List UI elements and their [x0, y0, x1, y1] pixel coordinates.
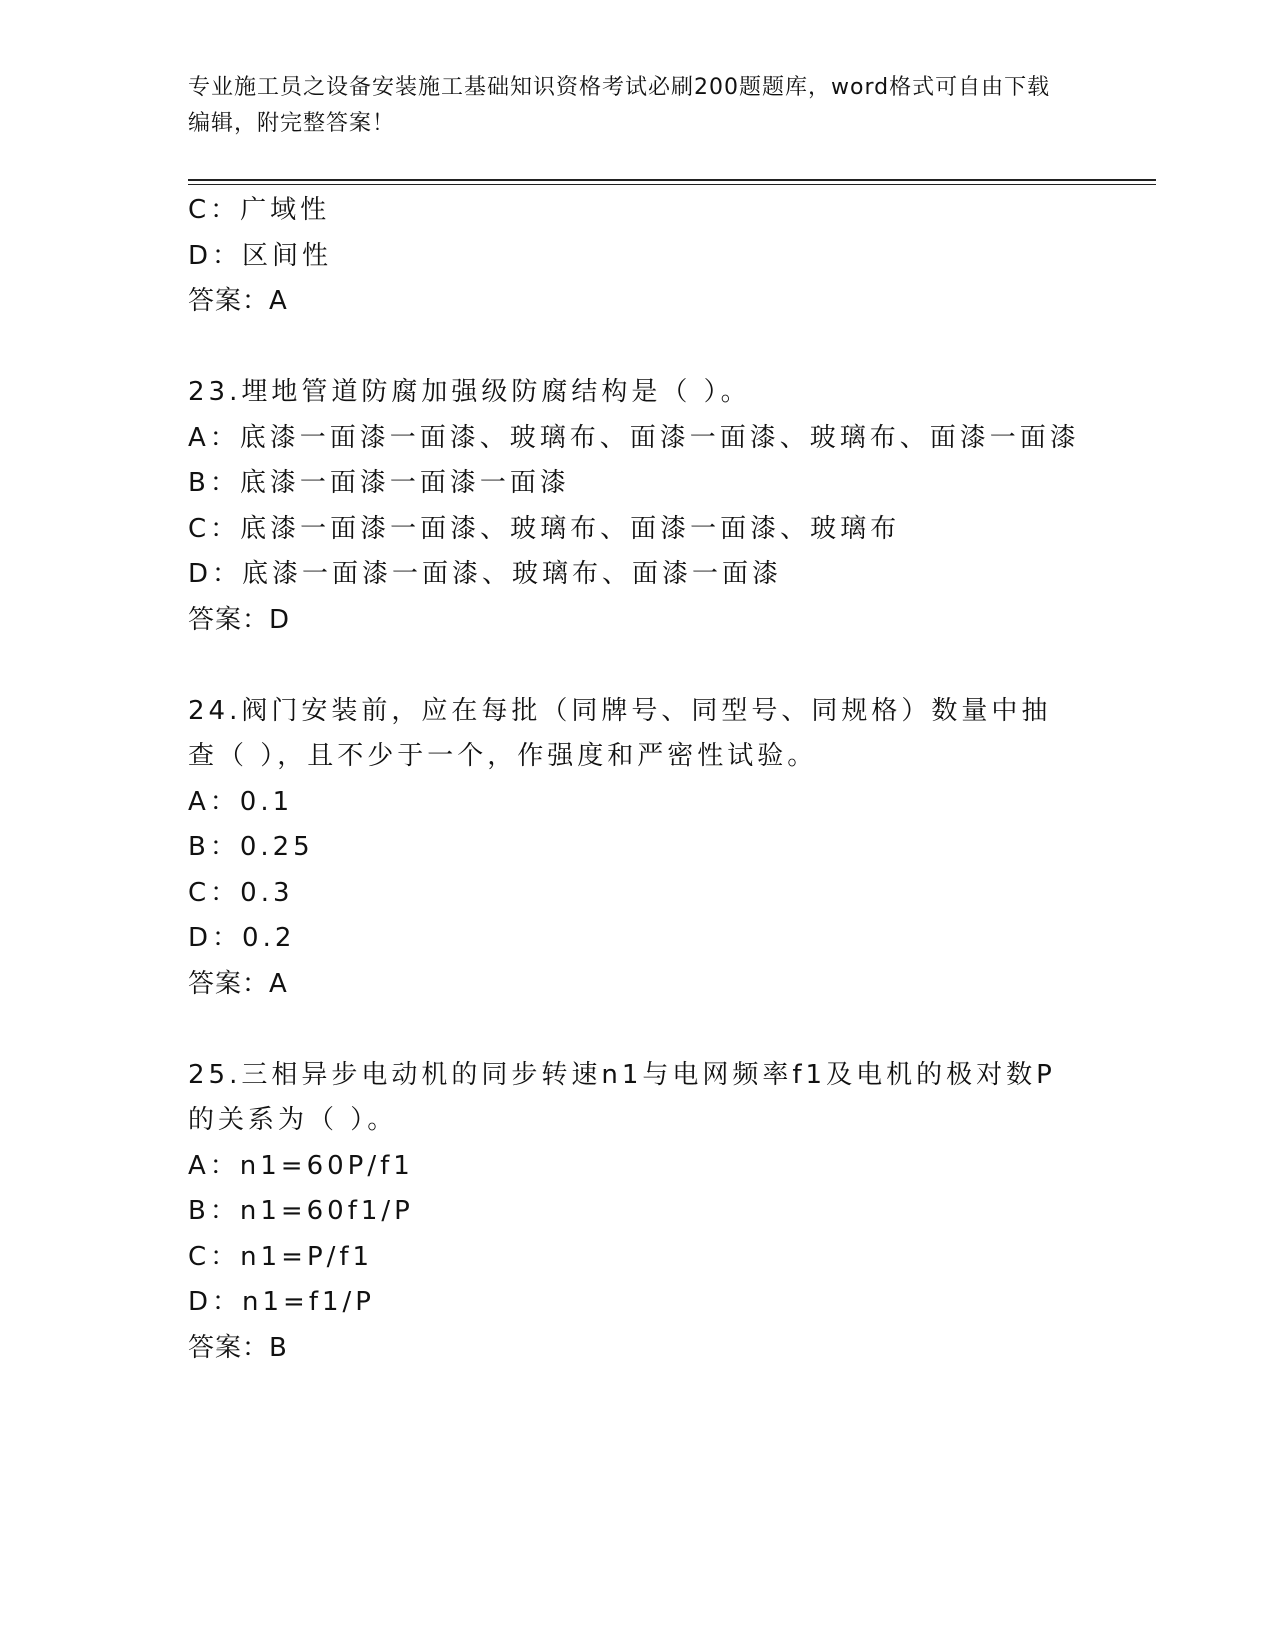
- answer-line: 答案：B: [188, 1332, 288, 1363]
- option-line: B：n1=60f1/P: [188, 1196, 414, 1226]
- option-line: C：0.3: [188, 877, 294, 908]
- option-line: D：区间性: [188, 240, 333, 271]
- spacer: [188, 1007, 1088, 1053]
- option-line: C：n1=P/f1: [188, 1241, 374, 1272]
- answer-line: 答案：D: [188, 604, 291, 635]
- option-line: D：n1=f1/P: [188, 1287, 375, 1317]
- question-block: [188, 370, 1088, 643]
- question-block: [188, 689, 1088, 1008]
- document-header: 专业施工员之设备安装施工基础知识资格考试必刷200题题库，word格式可自由下载编辑，附完整答案！: [188, 75, 1051, 136]
- question-text: 25.三相异步电动机的同步转速n1与电网频率f1及电机的极对数P的关系为（ ）。: [188, 1059, 1056, 1135]
- option-line: C：广域性: [188, 195, 331, 225]
- question-text: 24.阀门安装前，应在每批（同牌号、同型号、同规格）数量中抽查（ ），且不少于一个，作强度和严密性试验。: [188, 695, 1052, 771]
- option-line: A：底漆一面漆一面漆、玻璃布、面漆一面漆、玻璃布、面漆一面漆: [188, 422, 1080, 453]
- option-line: B：0.25: [188, 832, 314, 862]
- option-line: D：底漆一面漆一面漆、玻璃布、面漆一面漆: [188, 559, 783, 589]
- question-block: [188, 1053, 1088, 1372]
- spacer: [188, 325, 1088, 371]
- option-line: A：n1=60P/f1: [188, 1150, 414, 1181]
- option-line: A：0.1: [188, 786, 294, 817]
- document-body: [188, 188, 1088, 1371]
- header-rule-thick: [188, 179, 1156, 181]
- answer-line: 答案：A: [188, 968, 288, 999]
- option-line: D：0.2: [188, 923, 296, 953]
- option-line: B：底漆一面漆一面漆一面漆: [188, 468, 570, 498]
- answer-line: 答案：A: [188, 286, 288, 316]
- spacer: [188, 643, 1088, 689]
- option-line: C：底漆一面漆一面漆、玻璃布、面漆一面漆、玻璃布: [188, 513, 901, 544]
- question-text: 23.埋地管道防腐加强级防腐结构是（ ）。: [188, 377, 751, 407]
- header-rule-thin: [188, 184, 1156, 185]
